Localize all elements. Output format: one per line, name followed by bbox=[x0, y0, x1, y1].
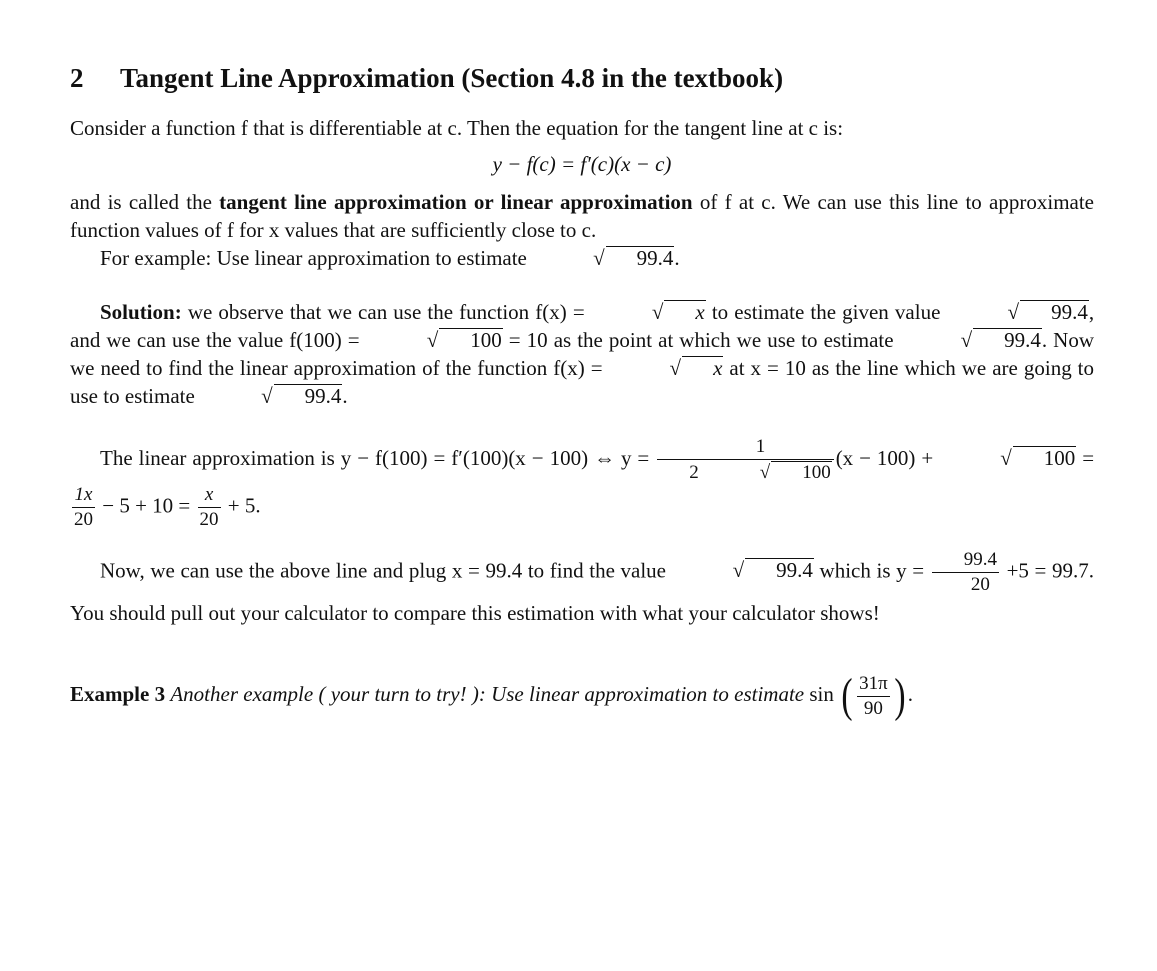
right-paren-icon: ) bbox=[894, 669, 906, 723]
sqrt-100: √ 100 bbox=[939, 438, 1076, 478]
example-prompt: For example: Use linear approximation to estimate √ 99.4. bbox=[100, 246, 680, 270]
solution-label: Solution: bbox=[100, 300, 182, 324]
radical-sign-icon: √ bbox=[1007, 300, 1020, 324]
radical-sign-icon: √ bbox=[593, 246, 605, 270]
linear-approx-paragraph: The linear approximation is y − f(100) = f′(100)(x − 100) ⇔ y = $\frac{1}{2 √ 100}$ (x − 100) + √ 100 = $\frac{1x}{20}$ − 5 + 10 = $\frac{x}{20}$ + 5. bbox=[74, 436, 1095, 530]
called-paragraph bbox=[70, 188, 1094, 244]
radical-sign-icon: √ bbox=[651, 300, 664, 324]
sqrt-x: √ x bbox=[609, 354, 724, 382]
fraction-one-over-two-root-100: $\frac{1}{2 √ 100}$ bbox=[657, 436, 833, 484]
example-3-label: Example 3 bbox=[70, 682, 166, 706]
example-3: Example 3 Another example ( your turn to try! ): Use linear approximation to estimate sin ( $\frac{31\pi}{90}$ ) . bbox=[70, 669, 913, 723]
radical-sign-icon: √ bbox=[1000, 445, 1012, 470]
section-title: Tangent Line Approximation (Section 4.8 in the textbook) bbox=[120, 63, 784, 93]
sqrt-x: √ x bbox=[591, 298, 706, 326]
example-3-text: Another example ( your turn to try! ): Use linear approximation to estimate bbox=[170, 682, 805, 706]
sqrt-99-4: √ 99.4 bbox=[532, 244, 674, 272]
radical-sign-icon: √ bbox=[669, 356, 682, 380]
fraction-31pi-over-90: $\frac{31\pi}{90}$ bbox=[859, 672, 888, 719]
called-pre: and is called the bbox=[70, 190, 212, 214]
called-post: of f at c. We can use this line to approximate function values of f for x values that are sufficiently close to c. bbox=[70, 190, 1095, 242]
intro-paragraph bbox=[70, 114, 1094, 142]
sqrt-99-4: √ 99.4 bbox=[200, 382, 342, 410]
radical-sign-icon: √ bbox=[426, 328, 439, 352]
sin-function: sin bbox=[809, 682, 834, 706]
intro-text: Consider a function f that is differentiable at c. Then the equation for the tangent line at c is: bbox=[70, 116, 844, 140]
radical-sign-icon: √ bbox=[732, 558, 745, 583]
sqrt-99-4: √ 99.4 bbox=[672, 553, 814, 587]
example-prompt-pre: For example: Use linear approximation to estimate bbox=[100, 246, 527, 270]
tangent-equation bbox=[70, 150, 1094, 178]
section-heading bbox=[70, 60, 1094, 96]
tangent-equation-text: y − f(c) = f′(c)(x − c) bbox=[492, 152, 672, 176]
called-bold-term: tangent line approximation or linear approximation bbox=[219, 190, 693, 214]
solution-paragraph: Solution: we observe that we can use the function f(x) = √ x to estimate the given value √ 99.4, and we can use the value f(100) = √ 100 = 10 as the point at which we use to estimate √ 99.4. Now we need to find the linear approximation of the function f(x) = √ x at x = 10 as the line which we are going to use to estimate √ 99.4. bbox=[70, 300, 1095, 408]
sqrt-99-4: √ 99.4 bbox=[947, 298, 1089, 326]
radical-sign-icon: √ bbox=[960, 328, 973, 352]
sqrt-99-4: √ 99.4 bbox=[900, 326, 1042, 354]
fraction-x-over-20: $\frac{x}{20}$ bbox=[199, 484, 219, 530]
radical-sign-icon: √ bbox=[759, 462, 771, 483]
sqrt-100: √ 100 bbox=[366, 326, 503, 354]
left-paren-icon: ( bbox=[841, 669, 853, 723]
plug-paragraph: Now, we can use the above line and plug x = 99.4 to find the value √ 99.4 which is y = $\frac{99.4}{20}$ +5 = 99.7. You should pull out your calculator to compare this estimation with what your calculator shows! bbox=[70, 549, 1095, 625]
fraction-99-4-over-20: $\frac{99.4}{20}$ bbox=[932, 549, 999, 596]
page-content bbox=[70, 60, 1094, 722]
fraction-1x-over-20: $\frac{1x}{20}$ bbox=[74, 484, 93, 530]
radical-sign-icon: √ bbox=[261, 384, 273, 408]
section-number: 2 bbox=[70, 63, 84, 93]
